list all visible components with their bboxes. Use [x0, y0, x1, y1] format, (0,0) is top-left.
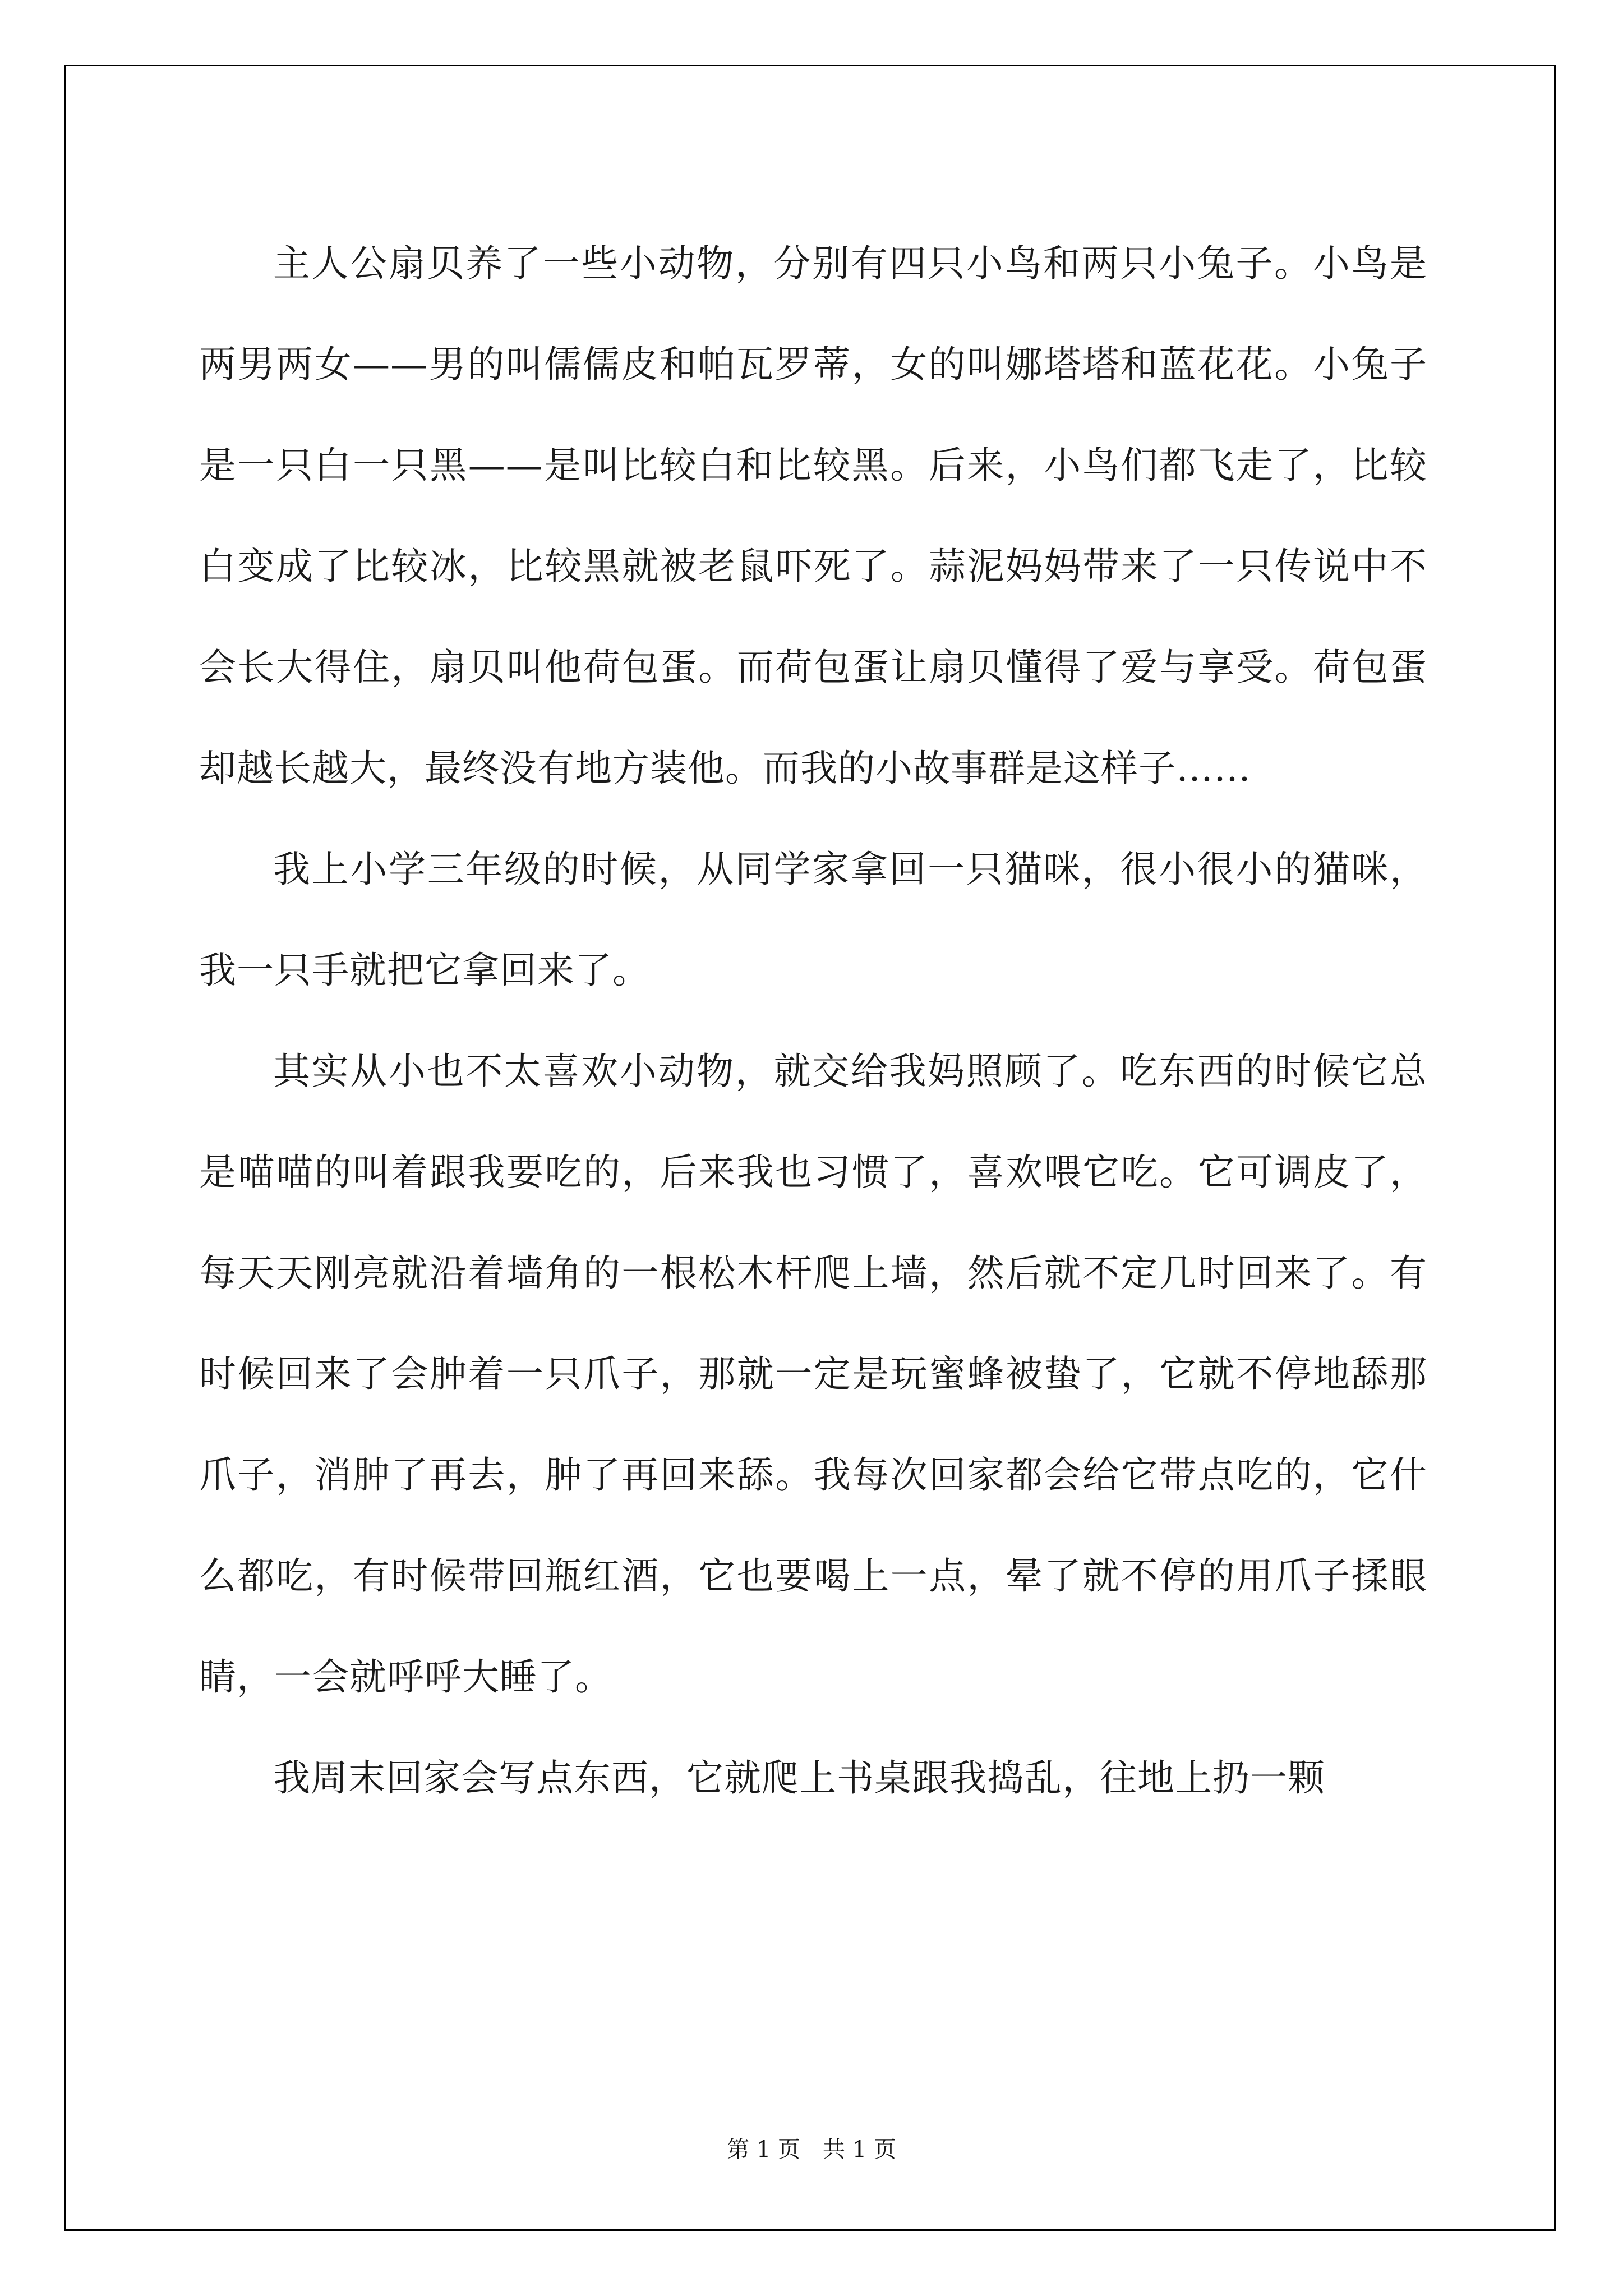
- page-footer: 第 1 页 共 1 页: [727, 2137, 896, 2162]
- paragraph-3: 其实从小也不太喜欢小动物，就交给我妈照顾了。吃东西的时候它总是喵喵的叫着跟我要吃的，后来我也习惯了，喜欢喂它吃。它可调皮了，每天天刚亮就沿着墙角的一根松木杆爬上墙，然后就不定几时回来了。有时候回来了会肿着一只爪子，那就一定是玩蜜蜂被蛰了，它就不停地舔那爪子，消肿了再去，肿了再回来舔。我每次回家都会给它带点吃的，它什么都吃，有时候带回瓶红酒，它也要喝上一点，晕了就不停的用爪子揉眼睛，一会就呼呼大睡了。: [199, 1050, 1427, 1699]
- paragraph-2: 我上小学三年级的时候，从同学家拿回一只猫咪，很小很小的猫咪，我一只手就把它拿回来了。: [199, 848, 1427, 992]
- document-body: [199, 213, 1427, 1829]
- paragraph-4: 我周末回家会写点东西，它就爬上书桌跟我捣乱，往地上扔一颗: [273, 1756, 1325, 1800]
- paragraph-1: 主人公扇贝养了一些小动物，分别有四只小鸟和两只小兔子。小鸟是两男两女——男的叫儒儒皮和帕瓦罗蒂，女的叫娜塔塔和蓝花花。小兔子是一只白一只黑——是叫比较白和比较黑。后来，小鸟们都飞走了，比较白变成了比较冰，比较黑就被老鼠吓死了。蒜泥妈妈带来了一只传说中不会长大得住，扇贝叫他荷包蛋。而荷包蛋让扇贝懂得了爱与享受。荷包蛋却越长越大，最终没有地方装他。而我的小故事群是这样子……: [199, 242, 1427, 790]
